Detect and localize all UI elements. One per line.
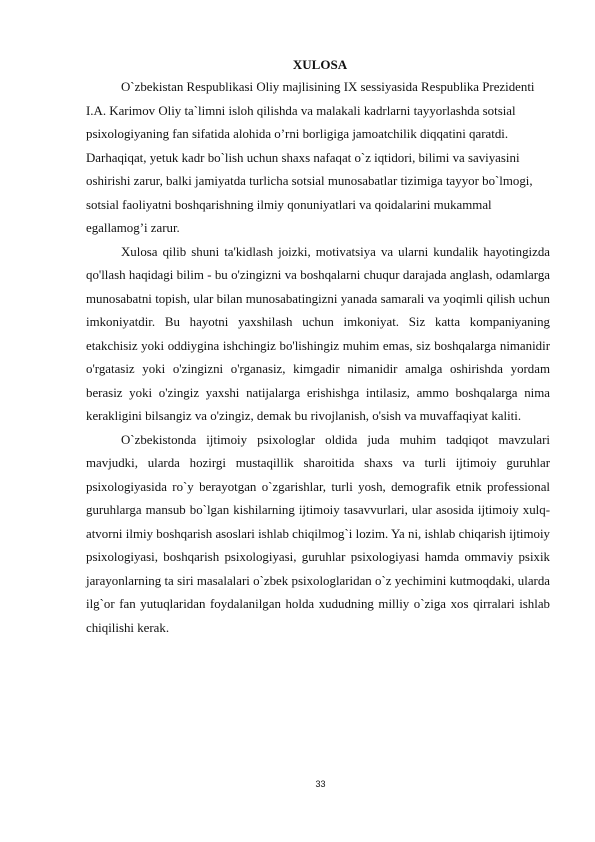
- body-text: [86, 76, 550, 640]
- page-title: XULOSA: [292, 57, 348, 72]
- paragraph-2: Xulosa qilib shuni ta'kidlash joizki, motivatsiya va ularni kundalik hayotingizda qo'llash haqidagi bilim - bu o'zingizni va boshqalarni chuqur darajada anglash, odamlarga munosabatni topish, ular bilan munosabatingizni yanada samarali va yoqimli qilish uchun imkoniyatdir. Bu hayotni yaxshilash uchun imkoniyat. Siz katta kompaniyaning etakchisiz yoki oddiygina ishchingiz bo'lishingiz muhim emas, siz boshqalarga nimanidir o'rgatasiz yoki o'zingizni o'rganasiz, kimgadir nimanidir amalga oshirishda yordam berasiz yoki o'zingiz yaxshi natijalarga erishishga intilasiz, ammo boshqalarga nima kerakligini bilsangiz va o'zingiz, demak bu rivojlanish, o'sish va muvaffaqiyat kaliti.: [86, 244, 550, 423]
- paragraph-3: O`zbekistonda ijtimoiy psixologlar oldida juda muhim tadqiqot mavzulari mavjudki, ularda hozirgi mustaqillik sharoitida shaxs va turli ijtimoiy guruhlar psixologiyasida ro`y berayotgan o`zgarishlar, turli yosh, demografik etnik professional guruhlarga mansub bo`lgan kishilarning ijtimoiy tasavvurlari, ular asosida ijtimoiy xulq-atvorni ilmiy boshqarish asoslari ishlab chiqilmog`i lozim. Ya ni, ishlab chiqarish ijtimoiy psixologiyasi, boshqarish psixologiyasi, guruhlar psixologiyasi hamda ommaviy psixik jarayonlarning ta siri masalalari o`zbek psixologlaridan o`z yechimini kutmoqdaki, ularda ilg`or fan yutuqlaridan foydalanilgan holda xududning milliy o`ziga xos qirralari ishlab chiqilishi kerak.: [86, 432, 550, 635]
- paragraph-1: O`zbekistan Respublikasi Oliy majlisining IX sessiyasida Respublika Prezidenti I.A. Karimov Oliy ta`limni isloh qilishda va malakali kadrlarni tayyorlashda sotsial psixologiyaning fan sifatida alohida o’rni borligiga jamoatchilik diqqatini qaratdi. Darhaqiqat, yetuk kadr bo`lish uchun shaxs nafaqat o`z iqtidori, bilimi va saviyasini oshirishi zarur, balki jamiyatda turlicha sotsial munosabatlar tizimiga tayyor bo`lmogi, sotsial faoliyatni boshqarishning ilmiy qonuniyatlari va qoidalarini mukammal egallamog’i zarur.: [86, 80, 535, 235]
- page-number: 33: [315, 779, 326, 789]
